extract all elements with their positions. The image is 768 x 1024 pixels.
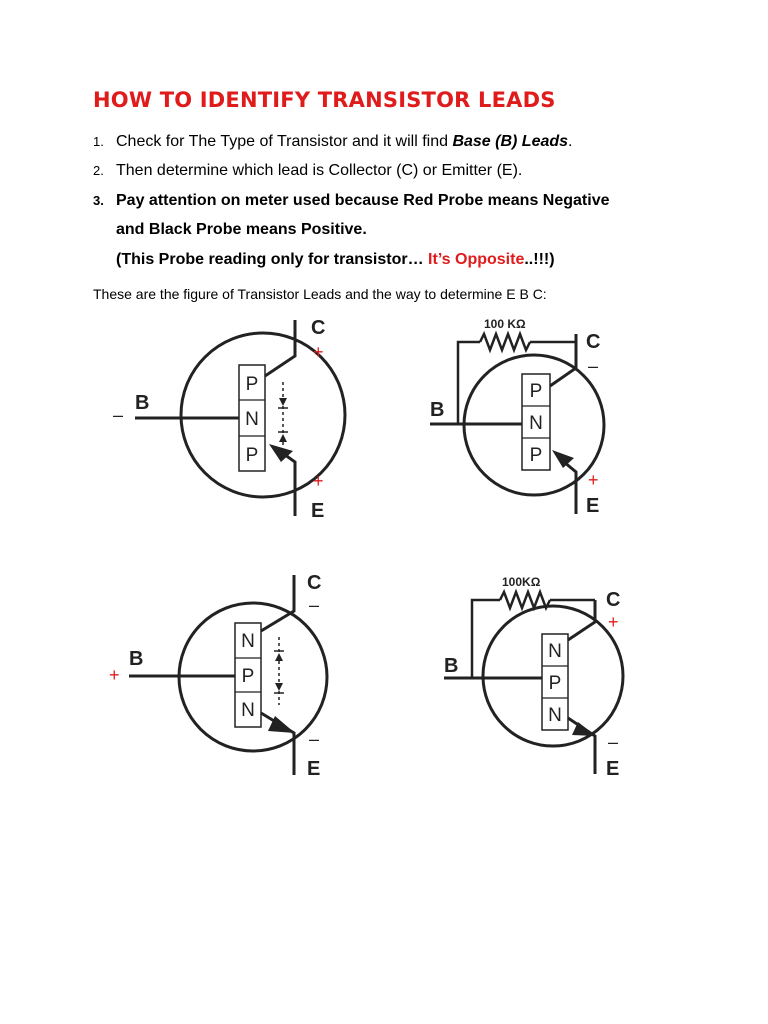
page-title: HOW TO IDENTIFY TRANSISTOR LEADS (93, 88, 556, 112)
layer-label: P (245, 374, 259, 395)
step-text: Pay attention on meter used because Red Probe means Negative (116, 192, 610, 209)
layer-label: N (548, 641, 562, 662)
collector-label: C (307, 572, 322, 594)
step-3-line-2: and Black Probe means Positive. (116, 221, 367, 238)
collector-label: C (606, 589, 621, 611)
layer-label: P (529, 381, 543, 402)
probe-note-highlight: It’s Opposite (428, 251, 525, 268)
emitter-lead (281, 452, 295, 516)
layer-label: P (548, 673, 562, 694)
collector-sign: + (608, 612, 619, 632)
collector-sign: + (313, 342, 324, 362)
emitter-label: E (307, 758, 321, 780)
collector-label: C (311, 317, 326, 339)
figure-npn-resistor (440, 570, 650, 780)
resistor-value: 100 KΩ (484, 317, 526, 331)
layer-label: N (548, 705, 562, 726)
base-label: B (135, 392, 150, 414)
step-number: 3. (93, 193, 104, 208)
collector-sign: – (588, 356, 599, 376)
diode-icon (279, 398, 287, 406)
diode-icon (275, 683, 283, 691)
step-text: Check for The Type of Transistor and it will find (116, 133, 453, 150)
npn-resistor-diagram (440, 570, 650, 780)
step-2 (93, 161, 522, 181)
figure-pnp-diodes (93, 312, 383, 527)
diode-icon (275, 653, 283, 661)
step-3 (93, 191, 610, 211)
npn-diodes-diagram (93, 565, 383, 780)
emitter-sign: + (313, 471, 324, 491)
step-number: 2. (93, 163, 104, 178)
step-emphasis: Base (B) Leads (452, 133, 569, 150)
collector-lead (265, 320, 295, 376)
probe-note-suffix: ..!!!) (524, 251, 555, 268)
step-1 (93, 132, 573, 152)
emitter-arrow-icon (552, 450, 574, 468)
emitter-sign: + (588, 470, 599, 490)
base-label: B (129, 648, 144, 670)
layer-label: P (529, 445, 543, 466)
emitter-label: E (311, 500, 325, 522)
pnp-diodes-diagram (93, 312, 383, 527)
diode-icon (279, 434, 287, 442)
collector-sign: – (309, 595, 320, 615)
layer-label: P (241, 666, 255, 687)
emitter-label: E (586, 495, 600, 517)
step-3-line-3 (116, 250, 555, 270)
probe-note-prefix: (This Probe reading only for transistor… (116, 251, 429, 268)
layer-label: N (529, 413, 543, 434)
base-label: B (444, 655, 459, 677)
layer-label: N (241, 631, 255, 652)
base-sign: – (113, 405, 124, 425)
collector-label: C (586, 331, 601, 353)
base-sign: + (109, 665, 120, 685)
resistor-value: 100KΩ (502, 575, 541, 589)
resistor-icon (480, 334, 530, 350)
step-number: 1. (93, 134, 104, 149)
figure-npn-diodes (93, 565, 383, 780)
step-text: Then determine which lead is Collector (C) or Emitter (E). (116, 162, 523, 179)
step-tail: . (568, 133, 573, 150)
layer-label: N (241, 700, 255, 721)
figure-pnp-resistor (424, 312, 639, 527)
layer-label: P (245, 445, 259, 466)
base-label: B (430, 399, 445, 421)
emitter-sign: – (608, 732, 619, 752)
figure-caption: These are the figure of Transistor Leads and the way to determine E B C: (93, 286, 547, 302)
emitter-sign: – (309, 729, 320, 749)
resistor-wire (472, 600, 500, 678)
collector-lead (568, 600, 595, 640)
emitter-label: E (606, 758, 620, 780)
pnp-resistor-diagram (424, 312, 639, 527)
layer-label: N (245, 409, 259, 430)
